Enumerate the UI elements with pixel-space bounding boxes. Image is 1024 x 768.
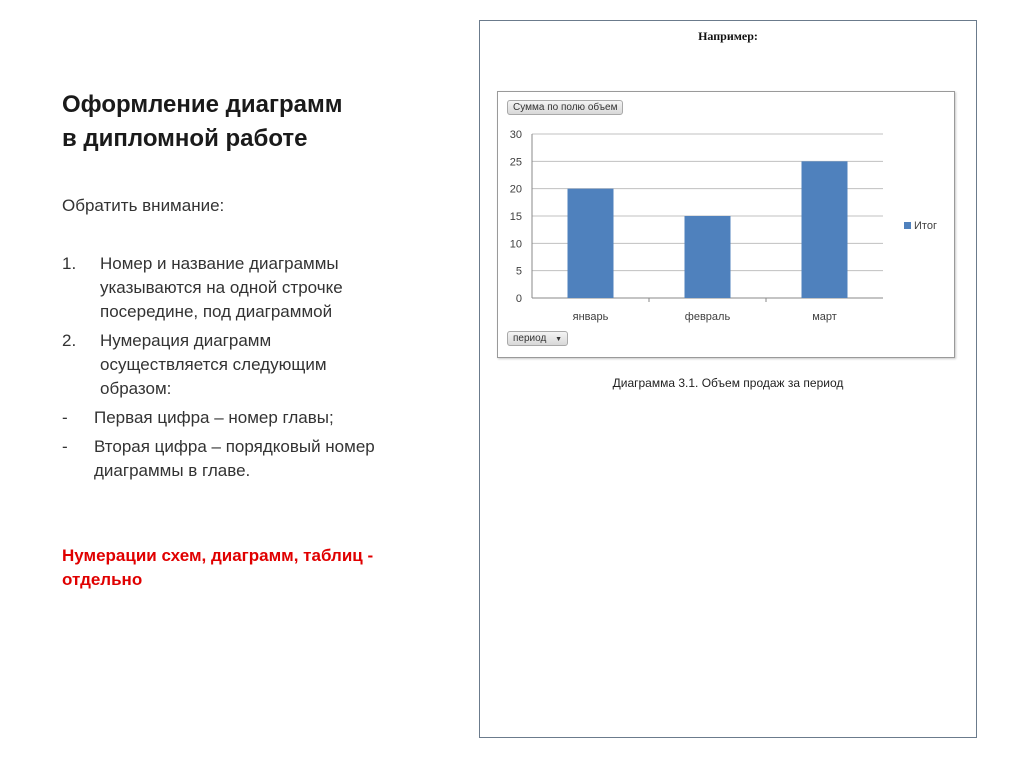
list-text: Номер и название диаграммы указываются на одной строчке посередине, под диаграммой <box>100 254 343 321</box>
y-tick-label: 15 <box>509 211 522 223</box>
subtitle: Обратить внимание: <box>62 196 225 215</box>
bar-chart <box>498 92 954 357</box>
y-tick-label: 5 <box>515 265 522 278</box>
note-red: Нумерации схем, диаграмм, таблиц - отдельно <box>62 546 374 589</box>
legend-swatch <box>904 222 911 229</box>
bar <box>685 216 731 298</box>
y-tick-label: 25 <box>509 156 522 169</box>
x-tick-label: февраль <box>684 311 731 323</box>
list-item <box>62 435 402 483</box>
list-item <box>62 406 402 430</box>
list-dash: - <box>62 408 68 427</box>
field-button[interactable]: Сумма по полю объем <box>507 100 623 115</box>
chart-caption: Диаграмма 3.1. Объем продаж за период <box>612 376 844 390</box>
list-item <box>62 329 402 401</box>
x-tick-label: январь <box>572 311 609 323</box>
example-panel <box>479 20 977 738</box>
list-number: 2. <box>62 331 77 350</box>
rules-list <box>62 252 402 488</box>
chevron-down-icon: ▼ <box>555 336 563 343</box>
x-tick-label: март <box>812 311 837 323</box>
slide-title <box>62 88 462 156</box>
list-text: Вторая цифра – порядковый номер диаграммы в главе. <box>94 437 375 480</box>
title-line-1: Оформление диаграмм <box>62 91 343 118</box>
list-text: Нумерация диаграмм осуществляется следующим образом: <box>100 331 327 398</box>
bar <box>802 161 848 298</box>
y-tick-label: 30 <box>509 129 522 141</box>
y-tick-label: 0 <box>515 293 522 305</box>
list-number: 1. <box>62 254 77 273</box>
y-tick-label: 10 <box>509 238 522 251</box>
y-tick-label: 20 <box>509 183 522 196</box>
list-item <box>62 252 402 324</box>
filter-label: период <box>513 333 547 344</box>
filter-button[interactable] <box>507 331 568 346</box>
bar <box>568 189 614 298</box>
title-line-2: в дипломной работе <box>62 125 308 152</box>
list-text: Первая цифра – номер главы; <box>94 408 334 427</box>
example-heading: Например: <box>698 29 758 43</box>
list-dash: - <box>62 437 68 456</box>
chart-container <box>497 91 955 358</box>
legend-label: Итог <box>914 220 937 232</box>
